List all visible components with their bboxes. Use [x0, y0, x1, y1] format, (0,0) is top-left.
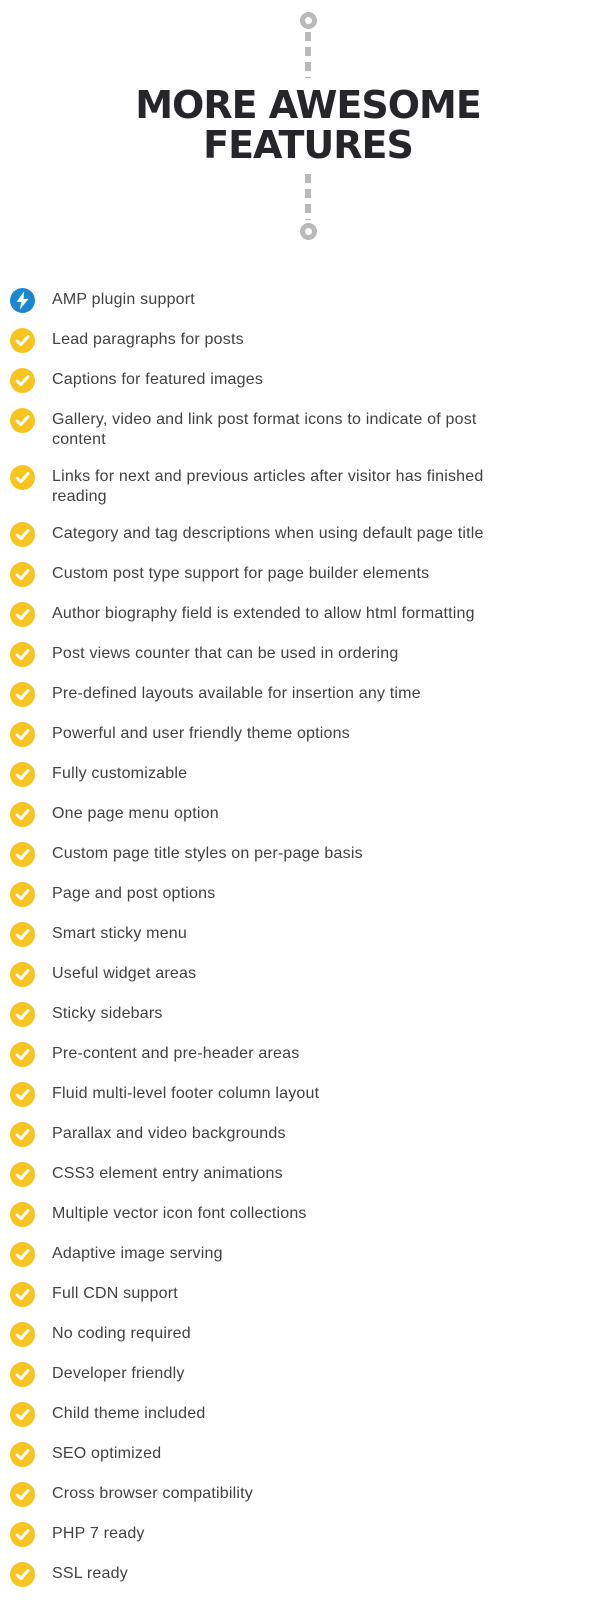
list-item: [10, 562, 524, 587]
check-icon: [10, 882, 35, 907]
check-icon: [10, 922, 35, 947]
list-item: [10, 802, 524, 827]
feature-label: Adaptive image serving: [52, 1245, 223, 1262]
feature-label: Fluid multi-level footer column layout: [52, 1085, 320, 1102]
feature-label: Captions for featured images: [52, 371, 264, 388]
list-item: [10, 602, 524, 627]
list-item: [10, 1362, 524, 1387]
check-icon: [10, 1522, 35, 1547]
list-item: [10, 1482, 524, 1507]
feature-label: Parallax and video backgrounds: [52, 1125, 286, 1142]
check-icon: [10, 642, 35, 667]
feature-label: PHP 7 ready: [52, 1525, 145, 1542]
dashed-line: [305, 32, 311, 78]
feature-label: Custom page title styles on per-page basis: [52, 845, 363, 862]
check-icon: [10, 562, 35, 587]
feature-label: Child theme included: [52, 1405, 206, 1422]
list-item: [10, 1442, 524, 1467]
list-item: [10, 1562, 524, 1587]
list-item: [10, 842, 524, 867]
feature-label: Smart sticky menu: [52, 925, 187, 942]
feature-label: Gallery, video and link post format icons to indicate of post content: [52, 411, 477, 448]
feature-label: Post views counter that can be used in ordering: [52, 645, 399, 662]
ring-icon: [300, 223, 317, 240]
list-item: [10, 762, 524, 787]
check-icon: [10, 1362, 35, 1387]
list-item: [10, 328, 524, 353]
features-list: [0, 288, 616, 1587]
list-item: [10, 1002, 524, 1027]
check-icon: [10, 842, 35, 867]
feature-label: Lead paragraphs for posts: [52, 331, 244, 348]
check-icon: [10, 802, 35, 827]
list-item: [10, 1162, 524, 1187]
feature-label: Pre-content and pre-header areas: [52, 1045, 300, 1062]
list-item: [10, 682, 524, 707]
check-icon: [10, 1402, 35, 1427]
check-icon: [10, 1242, 35, 1267]
page-title-line1: MORE AWESOME: [135, 83, 481, 127]
feature-label: Custom post type support for page builder elements: [52, 565, 430, 582]
list-item: [10, 1322, 524, 1347]
check-icon: [10, 1282, 35, 1307]
ring-icon: [300, 12, 317, 29]
list-item: [10, 922, 524, 947]
list-item: [10, 368, 524, 393]
list-item: [10, 408, 524, 450]
check-icon: [10, 328, 35, 353]
check-icon: [10, 368, 35, 393]
check-icon: [10, 408, 35, 433]
feature-label: Sticky sidebars: [52, 1005, 163, 1022]
check-icon: [10, 1042, 35, 1067]
check-icon: [10, 602, 35, 627]
feature-label: Full CDN support: [52, 1285, 178, 1302]
feature-label: Developer friendly: [52, 1365, 185, 1382]
feature-label: Category and tag descriptions when using default page title: [52, 525, 484, 542]
feature-label: Cross browser compatibility: [52, 1485, 254, 1502]
list-item: [10, 288, 524, 313]
list-item: [10, 1202, 524, 1227]
list-item: [10, 1282, 524, 1307]
feature-label: Pre-defined layouts available for insertion any time: [52, 685, 421, 702]
check-icon: [10, 762, 35, 787]
check-icon: [10, 682, 35, 707]
check-icon: [10, 962, 35, 987]
list-item: [10, 962, 524, 987]
feature-label: One page menu option: [52, 805, 219, 822]
feature-label: SSL ready: [52, 1565, 128, 1582]
check-icon: [10, 1562, 35, 1587]
amp-lightning-icon: [10, 288, 35, 313]
list-item: [10, 465, 524, 507]
page-title: [0, 85, 616, 165]
feature-label: Page and post options: [52, 885, 216, 902]
check-icon: [10, 1082, 35, 1107]
feature-label: Fully customizable: [52, 765, 188, 782]
check-icon: [10, 1482, 35, 1507]
check-icon: [10, 522, 35, 547]
feature-label: No coding required: [52, 1325, 191, 1342]
feature-label: Links for next and previous articles after visitor has finished reading: [52, 468, 484, 505]
check-icon: [10, 1162, 35, 1187]
feature-label: SEO optimized: [52, 1445, 162, 1462]
list-item: [10, 1082, 524, 1107]
check-icon: [10, 1322, 35, 1347]
check-icon: [10, 1122, 35, 1147]
list-item: [10, 722, 524, 747]
list-item: [10, 642, 524, 667]
check-icon: [10, 1202, 35, 1227]
feature-label: Multiple vector icon font collections: [52, 1205, 307, 1222]
list-item: [10, 1402, 524, 1427]
feature-label: CSS3 element entry animations: [52, 1165, 283, 1182]
feature-label: Powerful and user friendly theme options: [52, 725, 350, 742]
feature-label: AMP plugin support: [52, 291, 195, 308]
bottom-decoration: [0, 171, 616, 240]
list-item: [10, 1122, 524, 1147]
list-item: [10, 1522, 524, 1547]
list-item: [10, 522, 524, 547]
check-icon: [10, 465, 35, 490]
check-icon: [10, 1442, 35, 1467]
list-item: [10, 1242, 524, 1267]
list-item: [10, 882, 524, 907]
dashed-line: [305, 174, 311, 220]
feature-label: Useful widget areas: [52, 965, 197, 982]
check-icon: [10, 1002, 35, 1027]
feature-label: Author biography field is extended to allow html formatting: [52, 605, 475, 622]
top-decoration: [0, 12, 616, 81]
check-icon: [10, 722, 35, 747]
list-item: [10, 1042, 524, 1067]
page-title-line2: FEATURES: [203, 123, 413, 167]
